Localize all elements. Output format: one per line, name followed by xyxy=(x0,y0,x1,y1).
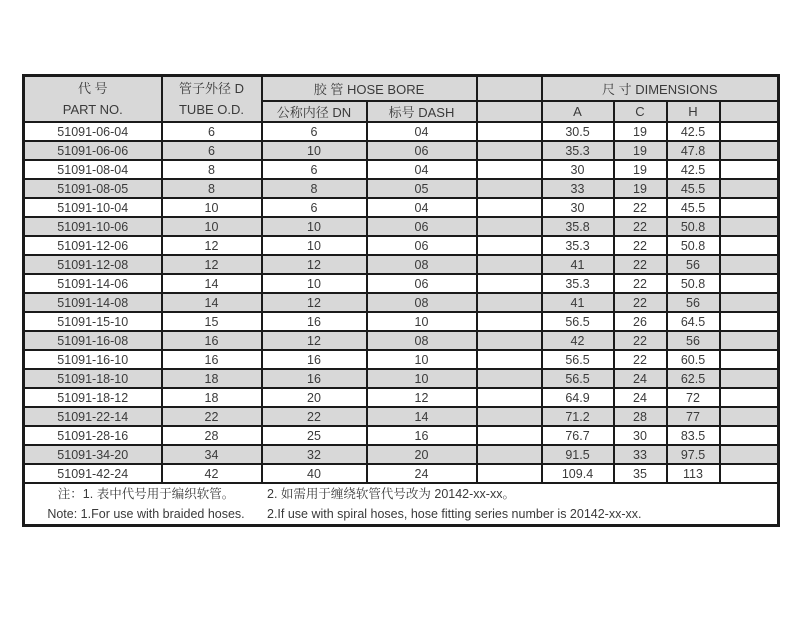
cell-tube: 14 xyxy=(162,293,262,312)
cell-tube: 16 xyxy=(162,350,262,369)
cell-tube: 15 xyxy=(162,312,262,331)
cell-c: 30 xyxy=(614,426,667,445)
spacer-cell xyxy=(720,312,779,331)
cell-c: 22 xyxy=(614,331,667,350)
spacer-cell xyxy=(477,426,542,445)
col-header-dimensions: 尺 寸 DIMENSIONS xyxy=(542,76,779,102)
spacer-cell xyxy=(477,255,542,274)
cell-dn: 12 xyxy=(262,331,367,350)
cell-a: 56.5 xyxy=(542,369,614,388)
cell-h: 113 xyxy=(667,464,720,483)
cell-tube: 42 xyxy=(162,464,262,483)
cell-h: 77 xyxy=(667,407,720,426)
cell-h: 60.5 xyxy=(667,350,720,369)
spacer-cell xyxy=(720,445,779,464)
cell-dn: 16 xyxy=(262,350,367,369)
spacer-cell xyxy=(720,141,779,160)
cell-c: 33 xyxy=(614,445,667,464)
cell-dash: 24 xyxy=(367,464,477,483)
cell-dn: 22 xyxy=(262,407,367,426)
cell-dn: 16 xyxy=(262,369,367,388)
cell-c: 22 xyxy=(614,217,667,236)
spacer-cell xyxy=(720,198,779,217)
table-row xyxy=(24,255,779,274)
cell-h: 45.5 xyxy=(667,179,720,198)
cell-tube: 18 xyxy=(162,369,262,388)
cell-dash: 06 xyxy=(367,274,477,293)
spacer-cell xyxy=(720,464,779,483)
cell-part: 51091-18-10 xyxy=(24,369,162,388)
col-header-part-no-cn: 代 号 xyxy=(77,81,108,96)
cell-tube: 34 xyxy=(162,445,262,464)
cell-a: 41 xyxy=(542,293,614,312)
cell-dn: 6 xyxy=(262,122,367,141)
col-header-part-no xyxy=(24,76,162,123)
spacer-cell xyxy=(477,293,542,312)
col-header-dash: 标号 DASH xyxy=(367,101,477,122)
cell-dash: 06 xyxy=(367,217,477,236)
table-row xyxy=(24,369,779,388)
cell-tube: 18 xyxy=(162,388,262,407)
cell-dn: 6 xyxy=(262,160,367,179)
cell-tube: 12 xyxy=(162,236,262,255)
cell-h: 50.8 xyxy=(667,236,720,255)
cell-h: 97.5 xyxy=(667,445,720,464)
cell-dash: 05 xyxy=(367,179,477,198)
cell-a: 109.4 xyxy=(542,464,614,483)
cell-part: 51091-16-08 xyxy=(24,331,162,350)
table-row xyxy=(24,464,779,483)
note-cn-1: 注：1. 表中代号用于编织软管。 xyxy=(57,487,235,501)
spacer-cell xyxy=(720,179,779,198)
cell-dn: 32 xyxy=(262,445,367,464)
note-line-english xyxy=(25,504,777,524)
cell-tube: 6 xyxy=(162,141,262,160)
cell-part: 51091-08-05 xyxy=(24,179,162,198)
spacer-cell xyxy=(477,141,542,160)
cell-part: 51091-28-16 xyxy=(24,426,162,445)
cell-dn: 25 xyxy=(262,426,367,445)
spacer-cell xyxy=(720,293,779,312)
spacer-cell xyxy=(477,350,542,369)
cell-dn: 10 xyxy=(262,141,367,160)
spacer-cell xyxy=(477,179,542,198)
cell-dash: 10 xyxy=(367,369,477,388)
cell-dash: 04 xyxy=(367,122,477,141)
spacer-cell xyxy=(477,274,542,293)
cell-part: 51091-10-04 xyxy=(24,198,162,217)
cell-h: 50.8 xyxy=(667,217,720,236)
col-header-spacer-mid xyxy=(477,101,542,122)
cell-part: 51091-16-10 xyxy=(24,350,162,369)
spacer-cell xyxy=(477,445,542,464)
cell-a: 42 xyxy=(542,331,614,350)
spacer-cell xyxy=(477,388,542,407)
spacer-cell xyxy=(477,369,542,388)
cell-part: 51091-34-20 xyxy=(24,445,162,464)
cell-part: 51091-12-08 xyxy=(24,255,162,274)
table-row xyxy=(24,179,779,198)
spacer-cell xyxy=(477,464,542,483)
cell-c: 19 xyxy=(614,122,667,141)
note-en-2: 2.If use with spiral hoses, hose fitting series number is 20142-xx-xx. xyxy=(267,507,642,521)
cell-tube: 22 xyxy=(162,407,262,426)
cell-a: 35.8 xyxy=(542,217,614,236)
col-header-tube-od-cn: 管子外径 D xyxy=(178,81,244,96)
cell-dn: 40 xyxy=(262,464,367,483)
cell-dash: 10 xyxy=(367,350,477,369)
cell-h: 42.5 xyxy=(667,122,720,141)
cell-dash: 20 xyxy=(367,445,477,464)
col-header-tube-od xyxy=(162,76,262,123)
cell-dash: 06 xyxy=(367,236,477,255)
cell-a: 71.2 xyxy=(542,407,614,426)
cell-a: 33 xyxy=(542,179,614,198)
spacer-cell xyxy=(720,331,779,350)
table-body xyxy=(24,122,779,483)
cell-a: 64.9 xyxy=(542,388,614,407)
cell-part: 51091-42-24 xyxy=(24,464,162,483)
cell-h: 56 xyxy=(667,331,720,350)
cell-part: 51091-08-04 xyxy=(24,160,162,179)
cell-c: 19 xyxy=(614,141,667,160)
cell-tube: 8 xyxy=(162,179,262,198)
cell-tube: 14 xyxy=(162,274,262,293)
cell-c: 26 xyxy=(614,312,667,331)
cell-a: 35.3 xyxy=(542,141,614,160)
table-row xyxy=(24,198,779,217)
table-footer xyxy=(24,483,779,526)
cell-h: 56 xyxy=(667,255,720,274)
table-header xyxy=(24,76,779,123)
cell-tube: 16 xyxy=(162,331,262,350)
cell-c: 24 xyxy=(614,388,667,407)
cell-c: 19 xyxy=(614,160,667,179)
cell-dash: 10 xyxy=(367,312,477,331)
table-row xyxy=(24,274,779,293)
cell-part: 51091-10-06 xyxy=(24,217,162,236)
col-header-spacer-right xyxy=(720,101,779,122)
cell-tube: 28 xyxy=(162,426,262,445)
spacer-cell xyxy=(720,160,779,179)
spacer-cell xyxy=(720,236,779,255)
spacer-cell xyxy=(720,274,779,293)
cell-a: 30.5 xyxy=(542,122,614,141)
hose-fitting-dimensions-table xyxy=(22,74,780,527)
spacer-cell xyxy=(477,331,542,350)
cell-dn: 10 xyxy=(262,217,367,236)
note-line-chinese xyxy=(25,484,777,504)
cell-dash: 06 xyxy=(367,141,477,160)
cell-dn: 10 xyxy=(262,274,367,293)
spacer-cell xyxy=(477,198,542,217)
cell-c: 24 xyxy=(614,369,667,388)
table-row xyxy=(24,331,779,350)
spacer-cell xyxy=(720,122,779,141)
col-header-part-no-en: PART NO. xyxy=(62,102,123,117)
table-row xyxy=(24,122,779,141)
table-row xyxy=(24,293,779,312)
col-header-a: A xyxy=(542,101,614,122)
cell-dash: 12 xyxy=(367,388,477,407)
spacer-cell xyxy=(720,407,779,426)
table-row xyxy=(24,426,779,445)
spacer-cell xyxy=(477,122,542,141)
cell-a: 35.3 xyxy=(542,274,614,293)
cell-dash: 04 xyxy=(367,160,477,179)
cell-tube: 8 xyxy=(162,160,262,179)
cell-a: 30 xyxy=(542,160,614,179)
cell-h: 50.8 xyxy=(667,274,720,293)
cell-part: 51091-15-10 xyxy=(24,312,162,331)
cell-h: 45.5 xyxy=(667,198,720,217)
spacer-cell xyxy=(720,388,779,407)
cell-c: 22 xyxy=(614,236,667,255)
cell-dash: 08 xyxy=(367,331,477,350)
cell-h: 72 xyxy=(667,388,720,407)
cell-h: 47.8 xyxy=(667,141,720,160)
cell-part: 51091-14-06 xyxy=(24,274,162,293)
cell-c: 35 xyxy=(614,464,667,483)
note-en-1: Note: 1.For use with braided hoses. xyxy=(47,507,245,521)
spacer-cell xyxy=(720,369,779,388)
table-row xyxy=(24,141,779,160)
spec-sheet xyxy=(22,74,780,527)
cell-a: 56.5 xyxy=(542,312,614,331)
cell-part: 51091-06-04 xyxy=(24,122,162,141)
cell-dn: 10 xyxy=(262,236,367,255)
cell-tube: 10 xyxy=(162,217,262,236)
col-header-dn: 公称内径 DN xyxy=(262,101,367,122)
spacer-cell xyxy=(477,160,542,179)
cell-part: 51091-06-06 xyxy=(24,141,162,160)
notes-cell xyxy=(24,483,779,526)
cell-dn: 6 xyxy=(262,198,367,217)
table-row xyxy=(24,407,779,426)
cell-dash: 08 xyxy=(367,255,477,274)
cell-dash: 14 xyxy=(367,407,477,426)
col-header-h: H xyxy=(667,101,720,122)
cell-c: 22 xyxy=(614,198,667,217)
cell-dn: 20 xyxy=(262,388,367,407)
cell-h: 42.5 xyxy=(667,160,720,179)
cell-c: 19 xyxy=(614,179,667,198)
table-row xyxy=(24,312,779,331)
cell-part: 51091-14-08 xyxy=(24,293,162,312)
table-row xyxy=(24,217,779,236)
cell-part: 51091-18-12 xyxy=(24,388,162,407)
cell-a: 56.5 xyxy=(542,350,614,369)
cell-part: 51091-12-06 xyxy=(24,236,162,255)
col-header-c: C xyxy=(614,101,667,122)
table-row xyxy=(24,350,779,369)
spacer-cell xyxy=(720,350,779,369)
cell-tube: 12 xyxy=(162,255,262,274)
table-row xyxy=(24,388,779,407)
cell-dn: 8 xyxy=(262,179,367,198)
table-row xyxy=(24,160,779,179)
cell-part: 51091-22-14 xyxy=(24,407,162,426)
table-row xyxy=(24,445,779,464)
col-header-hose-bore: 胶 管 HOSE BORE xyxy=(262,76,477,102)
cell-h: 56 xyxy=(667,293,720,312)
cell-dn: 12 xyxy=(262,255,367,274)
cell-tube: 6 xyxy=(162,122,262,141)
cell-h: 64.5 xyxy=(667,312,720,331)
spacer-cell xyxy=(720,217,779,236)
table-row xyxy=(24,236,779,255)
cell-c: 22 xyxy=(614,350,667,369)
spacer-cell xyxy=(477,312,542,331)
cell-tube: 10 xyxy=(162,198,262,217)
cell-c: 22 xyxy=(614,274,667,293)
cell-a: 30 xyxy=(542,198,614,217)
cell-c: 22 xyxy=(614,255,667,274)
col-header-spacer-top xyxy=(477,76,542,102)
cell-dn: 12 xyxy=(262,293,367,312)
cell-dash: 04 xyxy=(367,198,477,217)
spacer-cell xyxy=(477,217,542,236)
col-header-tube-od-en: TUBE O.D. xyxy=(178,102,244,117)
spacer-cell xyxy=(720,255,779,274)
spacer-cell xyxy=(720,426,779,445)
cell-a: 35.3 xyxy=(542,236,614,255)
cell-h: 83.5 xyxy=(667,426,720,445)
cell-a: 41 xyxy=(542,255,614,274)
cell-h: 62.5 xyxy=(667,369,720,388)
spacer-cell xyxy=(477,236,542,255)
cell-a: 91.5 xyxy=(542,445,614,464)
note-cn-2: 2. 如需用于缠绕软管代号改为 20142-xx-xx。 xyxy=(267,487,515,501)
cell-dash: 16 xyxy=(367,426,477,445)
cell-dn: 16 xyxy=(262,312,367,331)
cell-a: 76.7 xyxy=(542,426,614,445)
cell-c: 28 xyxy=(614,407,667,426)
spacer-cell xyxy=(477,407,542,426)
cell-dash: 08 xyxy=(367,293,477,312)
cell-c: 22 xyxy=(614,293,667,312)
